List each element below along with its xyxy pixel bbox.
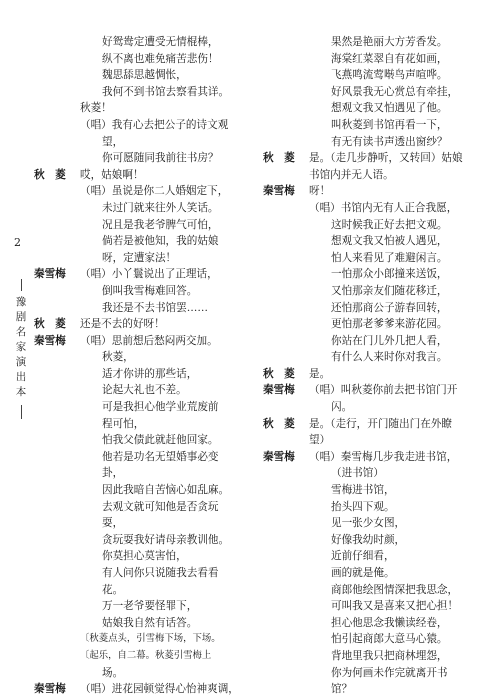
- stage-direction: 〔起乐，自二幕。秋菱引雪梅上: [80, 649, 212, 661]
- line-text: 更怕那老爹爹来游花园。: [331, 318, 448, 331]
- script-line: [263, 582, 475, 599]
- script-line: [34, 416, 246, 433]
- side-title-char: 演: [15, 356, 27, 368]
- line-text: 书馆内并无人语。: [309, 168, 394, 181]
- side-title-char: 剧: [15, 311, 27, 323]
- script-line: [34, 515, 246, 532]
- script-line: [34, 532, 246, 549]
- line-text: 有人问你只说随我去看看: [102, 567, 219, 579]
- script-line: [34, 382, 246, 399]
- script-line: [263, 382, 475, 399]
- script-line: [263, 167, 475, 184]
- script-line: [263, 183, 475, 200]
- line-text: 叫秋菱到书馆再看一下，: [331, 118, 448, 131]
- script-line: [34, 399, 246, 416]
- line-text: 魏思舔思越惆怅，: [102, 69, 187, 82]
- line-text: 你莫担心莫害怕，: [102, 550, 187, 563]
- line-text: 我还是不去书馆罢……: [102, 301, 208, 314]
- line-text: 抬头四下观。: [331, 500, 395, 513]
- line-text: 担心他思念我懒读经卷，: [331, 616, 448, 629]
- script-line: [263, 333, 475, 350]
- speaker-name: 秦雪梅: [34, 334, 66, 347]
- line-text: 呀！: [309, 185, 331, 198]
- margin-rule-top: [21, 279, 22, 291]
- left-column: [34, 34, 246, 698]
- line-text: 他若是功名无望婚事必变: [102, 450, 219, 463]
- line-text: 怕我父债此就赶他回家。: [102, 434, 219, 447]
- line-text: 纵不离也难免痛苦悲伤！: [102, 52, 219, 65]
- script-line: [34, 117, 246, 134]
- script-line: [263, 532, 475, 549]
- script-line: [34, 134, 246, 151]
- speaker-name: 秦雪梅: [263, 384, 295, 397]
- script-line: [34, 183, 246, 200]
- line-text: 可叫我又是喜来又把心担！: [331, 600, 459, 613]
- script-line: [34, 100, 246, 117]
- line-text: 是。: [309, 367, 331, 380]
- line-text: 你可愿随同我前往书房？: [102, 152, 219, 165]
- script-line: [263, 266, 475, 283]
- script-line: [34, 300, 246, 317]
- line-text: 呀，定遭家法！: [102, 251, 177, 264]
- script-line: [263, 499, 475, 516]
- line-text: 秋菱！: [80, 102, 112, 115]
- line-text: 好像我幼时颜，: [331, 533, 406, 546]
- side-title-char: 出: [15, 371, 27, 383]
- line-text: 万一老爷要怪罪下，: [102, 600, 198, 613]
- script-line: [34, 333, 246, 350]
- script-line: [263, 100, 475, 117]
- script-line: [263, 681, 475, 698]
- script-line: [263, 565, 475, 582]
- speaker-name: 秋 菱: [34, 318, 66, 331]
- script-line: [263, 615, 475, 632]
- line-text: 花。: [102, 583, 124, 596]
- script-line: [263, 200, 475, 217]
- line-text: 是。（走几步静听，又转回）姑娘: [309, 152, 463, 165]
- script-line: [34, 67, 246, 84]
- line-text: （唱）书馆内无有人正合我愿，: [309, 201, 458, 214]
- line-text: 有什么人来时你对我言。: [331, 351, 448, 364]
- line-text: 望）: [309, 434, 331, 447]
- line-text: 近前仔细看，: [331, 550, 395, 563]
- line-text: （唱）叫秋菱你前去把书馆门开: [309, 384, 458, 397]
- speaker-name: 秋 菱: [263, 152, 295, 165]
- side-title-char: 名: [15, 326, 27, 338]
- line-text: 怕引起商郎大意马心猿。: [331, 633, 448, 646]
- line-text: 怕人来看见了难避闲言。: [331, 251, 448, 264]
- line-text: 是。（走行，开门随出门在外瞭: [309, 417, 453, 430]
- script-line: [263, 51, 475, 68]
- line-text: 程可怕，: [102, 417, 145, 430]
- line-text: （唱）虽说是你二人婚姻定下，: [80, 185, 229, 198]
- script-line: [263, 134, 475, 151]
- script-line: [34, 582, 246, 599]
- line-text: 你站在门儿外几把人看，: [331, 334, 448, 347]
- script-line: [263, 233, 475, 250]
- side-title-char: 本: [15, 386, 27, 398]
- script-line: [263, 150, 475, 167]
- script-line: [263, 84, 475, 101]
- right-column: [263, 34, 475, 698]
- line-text: 卦，: [102, 467, 124, 480]
- line-text: 论起大礼也不差。: [102, 384, 187, 397]
- script-line: [34, 615, 246, 632]
- line-text: （唱）我有心去把公子的诗文观: [80, 118, 229, 131]
- line-text: 倘若是被他知，我的姑娘: [102, 235, 219, 248]
- script-line: [34, 250, 246, 267]
- script-line: [263, 548, 475, 565]
- script-line: [34, 200, 246, 217]
- line-text: 姑娘我自然有话答。: [102, 616, 198, 629]
- script-line: [263, 465, 475, 482]
- script-line: [34, 548, 246, 565]
- script-line: [263, 449, 475, 466]
- margin-rule-bottom: [21, 405, 22, 419]
- script-line: [34, 349, 246, 366]
- speaker-name: 秦雪梅: [34, 268, 66, 281]
- line-text: 好鸳鸯定遭受无情棍棒，: [102, 36, 219, 48]
- line-text: 倒叫我雪梅难回答。: [102, 284, 198, 297]
- script-line: [263, 34, 475, 51]
- line-text: 又怕那亲友们随花移迁，: [331, 284, 448, 297]
- script-line: [34, 432, 246, 449]
- line-text: 飞燕鸣流莺啭鸟声喧哗。: [331, 69, 448, 82]
- script-line: [263, 648, 475, 665]
- script-line: [263, 283, 475, 300]
- script-line: [34, 565, 246, 582]
- script-line: [34, 631, 246, 648]
- line-text: 适才你讲的那些话，: [102, 367, 198, 380]
- script-line: [34, 51, 246, 68]
- line-text: 一怕那众小郎撞来送饭，: [331, 268, 448, 281]
- script-line: [34, 316, 246, 333]
- script-line: [34, 283, 246, 300]
- script-line: [34, 681, 246, 698]
- script-line: [34, 465, 246, 482]
- line-text: 这时候我正好去把文观。: [331, 218, 448, 231]
- speaker-name: 秦雪梅: [263, 450, 295, 463]
- line-text: （唱）思前想后愁闷两交加。: [80, 334, 218, 347]
- script-line: [34, 499, 246, 516]
- line-text: 画的就是俺。: [331, 567, 395, 579]
- script-line: [263, 399, 475, 416]
- script-line: [34, 648, 246, 665]
- side-title-char: 豫: [15, 296, 27, 308]
- script-line: [34, 34, 246, 51]
- line-text: 你为何画未作完就离开书: [331, 666, 448, 679]
- stage-direction: 〔秋菱点头，引雪梅下场，下场。: [80, 633, 221, 645]
- line-text: 况且是我老爷脾气可怕，: [102, 218, 219, 231]
- script-line: [263, 300, 475, 317]
- script-line: [34, 150, 246, 167]
- script-line: [263, 117, 475, 134]
- line-text: （唱）小丫鬟说出了正理话，: [80, 268, 218, 281]
- line-text: （进书馆）: [331, 467, 384, 480]
- script-line: [34, 366, 246, 383]
- script-line: [34, 482, 246, 499]
- script-line: [263, 515, 475, 532]
- line-text: 哎，姑娘啊！: [80, 168, 144, 181]
- line-text: 见一张少女图，: [331, 517, 406, 530]
- script-line: [263, 416, 475, 433]
- line-text: 商郎他绘图情深把我思念，: [331, 583, 459, 596]
- line-text: 好风景我无心赏总有牵挂，: [331, 85, 459, 98]
- speaker-name: 秋 菱: [34, 168, 66, 181]
- line-text: 雪梅进书馆，: [331, 484, 395, 497]
- script-line: [263, 598, 475, 615]
- script-line: [34, 233, 246, 250]
- speaker-name: 秋 菱: [263, 367, 295, 380]
- script-line: [263, 366, 475, 383]
- script-line: [34, 598, 246, 615]
- line-text: 想观文我又怕被人遇见，: [331, 235, 448, 248]
- script-line: [34, 449, 246, 466]
- line-text: 望，: [102, 135, 124, 148]
- script-line: [34, 266, 246, 283]
- line-text: 场。: [102, 666, 124, 679]
- speaker-name: 秋 菱: [263, 417, 295, 430]
- script-line: [263, 217, 475, 234]
- page-number: 2: [14, 236, 21, 249]
- script-line: [263, 631, 475, 648]
- script-line: [263, 432, 475, 449]
- script-line: [263, 67, 475, 84]
- line-text: 我何不到书馆去察看其详。: [102, 85, 230, 98]
- side-title-char: 家: [15, 341, 27, 353]
- script-line: [34, 665, 246, 682]
- script-line: [263, 316, 475, 333]
- line-text: 还怕那商公子游春回转，: [331, 301, 448, 314]
- line-text: 馆？: [331, 683, 353, 696]
- script-line: [263, 349, 475, 366]
- line-text: 背地里我只把商林埋怨，: [331, 649, 448, 662]
- line-text: （唱）秦雪梅几步我走进书馆，: [309, 450, 458, 463]
- speaker-name: 秦雪梅: [263, 185, 295, 198]
- line-text: 因此我暗自苦恼心如乱麻。: [102, 484, 230, 497]
- script-line: [263, 250, 475, 267]
- line-text: 未过门就来往外人笑话。: [102, 201, 219, 214]
- line-text: （唱）进花园顿觉得心怡神爽调，: [80, 683, 239, 696]
- script-line: [263, 665, 475, 682]
- side-title: [15, 295, 27, 400]
- line-text: 贪玩耍我好请母亲教训他。: [102, 533, 230, 546]
- script-line: [263, 482, 475, 499]
- line-text: 闪。: [331, 401, 353, 414]
- line-text: 耍，: [102, 517, 124, 530]
- line-text: 海棠红菜翠自有花如画，: [331, 52, 448, 65]
- script-line: [34, 84, 246, 101]
- speaker-name: 秦雪梅: [34, 683, 66, 696]
- line-text: 秋菱，: [102, 351, 134, 364]
- script-line: [34, 217, 246, 234]
- line-text: 果然是艳丽大方芳香发。: [331, 36, 448, 48]
- line-text: 想观文我又怕遇见了他。: [331, 102, 448, 115]
- line-text: 可是我担心他学业荒废前: [102, 401, 219, 414]
- line-text: 去观文就可知他是否贪玩: [102, 500, 219, 513]
- line-text: 有无有读书声透出窗纱？: [331, 135, 448, 148]
- line-text: 还是不去的好呀！: [80, 318, 165, 331]
- script-line: [34, 167, 246, 184]
